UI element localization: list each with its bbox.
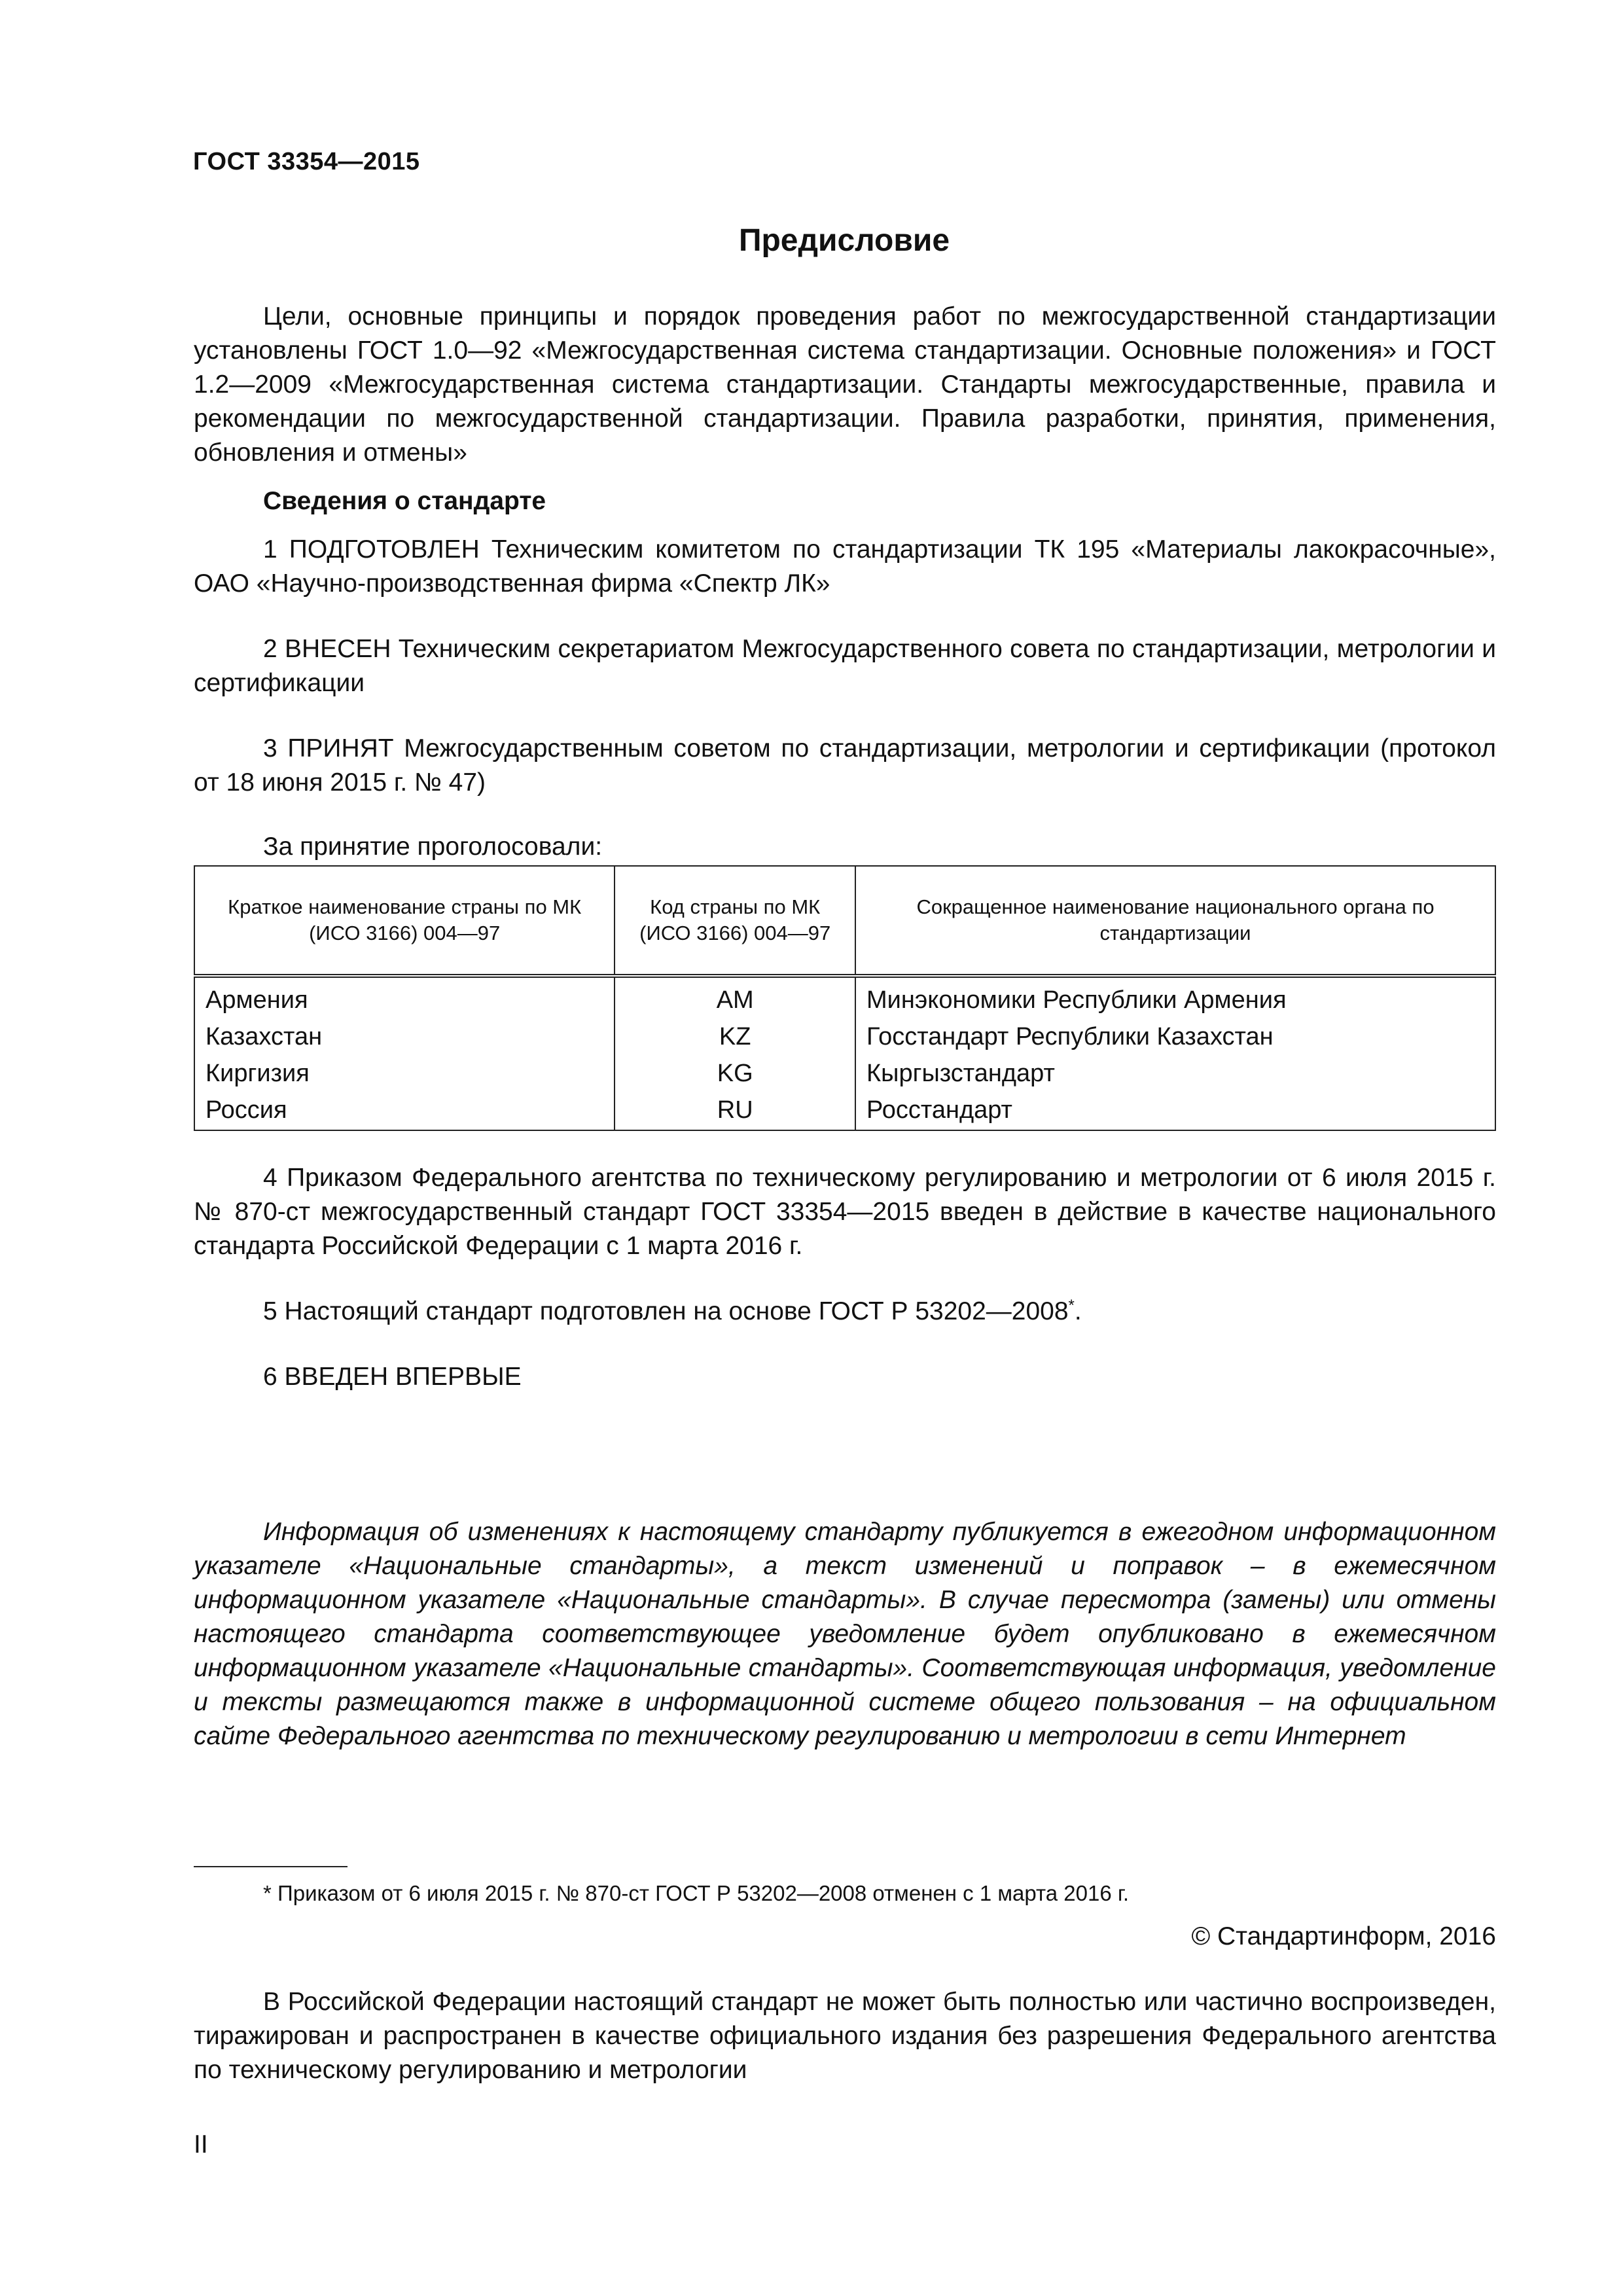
preface-content <box>194 300 1496 2087</box>
standard-code-header: ГОСТ 33354—2015 <box>193 148 420 175</box>
cell-code: KZ <box>615 1018 855 1055</box>
copyright-notice: © Стандартинформ, 2016 <box>1191 1922 1496 1950</box>
voting-countries-table <box>194 865 1496 1131</box>
item-basis-text: 5 Настоящий стандарт подготовлен на основе ГОСТ Р 53202—2008 <box>263 1297 1069 1325</box>
item-basis <box>194 1295 1496 1329</box>
cell-country: Киргизия <box>194 1055 615 1092</box>
table-row <box>194 1092 1495 1130</box>
table-header-row <box>194 866 1495 976</box>
cell-code: RU <box>615 1092 855 1130</box>
table-row <box>194 1055 1495 1092</box>
cell-code: KG <box>615 1055 855 1092</box>
cell-body: Росстандарт <box>855 1092 1495 1130</box>
info-notice: Информация об изменениях к настоящему стандарту публикуется в ежегодном информационном указателе «Национальные стандарты», а текст изменений и поправок – в ежемесячном информационном указателе «Национальные стандарты». В случае пересмотра (замены) или отмены настоящего стандарта соответствующее уведомление будет опубликовано в ежемесячном информационном указателе «Национальные стандарты». Соответствующая информация, уведомление и тексты размещаются также в информационной системе общего пользования – на официальном сайте Федерального агентства по техническому регулированию и метрологии в сети Интернет <box>194 1518 1496 1750</box>
page-number: II <box>194 2130 208 2159</box>
page-title: Предисловие <box>738 223 950 258</box>
cell-country: Армения <box>194 976 615 1018</box>
item-adopted: 3 ПРИНЯТ Межгосударственным советом по стандартизации, метрологии и сертификации (протокол от 18 июня 2015 г. № 47) <box>194 734 1496 797</box>
item-prepared: 1 ПОДГОТОВЛЕН Техническим комитетом по стандартизации ТК 195 «Материалы лакокрасочные», ОАО «Научно-производственная фирма «Спектр ЛК» <box>194 535 1496 598</box>
footnote: * Приказом от 6 июля 2015 г. № 870-ст ГОСТ Р 53202—2008 отменен с 1 марта 2016 г. <box>263 1881 1130 1905</box>
header-code: Код страны по МК (ИСО 3166) 004—97 <box>615 866 855 976</box>
footnote-marker: * <box>1068 1297 1075 1314</box>
cell-code: AM <box>615 976 855 1018</box>
vote-label: За принятие проголосовали: <box>263 833 603 861</box>
cell-country: Казахстан <box>194 1018 615 1055</box>
item-enacted: 4 Приказом Федерального агентства по техническому регулированию и метрологии от 6 июля 2015 г. № 870-ст межгосударственный стандарт ГОСТ 33354—2015 введен в действие в качестве национального стандарта Российской Федерации с 1 марта 2016 г. <box>194 1164 1496 1260</box>
item-submitted: 2 ВНЕСЕН Техническим секретариатом Межгосударственного совета по стандартизации, метрологии и сертификации <box>194 635 1496 697</box>
footnote-divider <box>194 1866 348 1867</box>
table-row <box>194 1018 1495 1055</box>
cell-body: Кыргызстандарт <box>855 1055 1495 1092</box>
item-basis-end: . <box>1074 1297 1082 1325</box>
intro-paragraph: Цели, основные принципы и порядок проведения работ по межгосударственной стандартизации установлены ГОСТ 1.0—92 «Межгосударственная система стандартизации. Основные положения» и ГОСТ 1.2—2009 «Межгосударственная система стандартизации. Стандарты межгосударственные, правила и рекомендации по межгосударственной стандартизации. Правила разработки, принятия, применения, обновления и отмены» <box>194 302 1496 467</box>
cell-body: Минэкономики Республики Армения <box>855 976 1495 1018</box>
item-first-introduced: 6 ВВЕДЕН ВПЕРВЫЕ <box>263 1363 522 1391</box>
reproduction-notice: В Российской Федерации настоящий стандарт не может быть полностью или частично воспроизведен, тиражирован и распространен в качестве официального издания без разрешения Федерального агентства по техническому регулированию и метрологии <box>194 1988 1496 2084</box>
header-country: Краткое наименование страны по МК (ИСО 3166) 004—97 <box>194 866 615 976</box>
header-body: Сокращенное наименование национального органа по стандартизации <box>855 866 1495 976</box>
cell-country: Россия <box>194 1092 615 1130</box>
cell-body: Госстандарт Республики Казахстан <box>855 1018 1495 1055</box>
table-row <box>194 976 1495 1018</box>
standard-info-heading: Сведения о стандарте <box>263 487 546 515</box>
